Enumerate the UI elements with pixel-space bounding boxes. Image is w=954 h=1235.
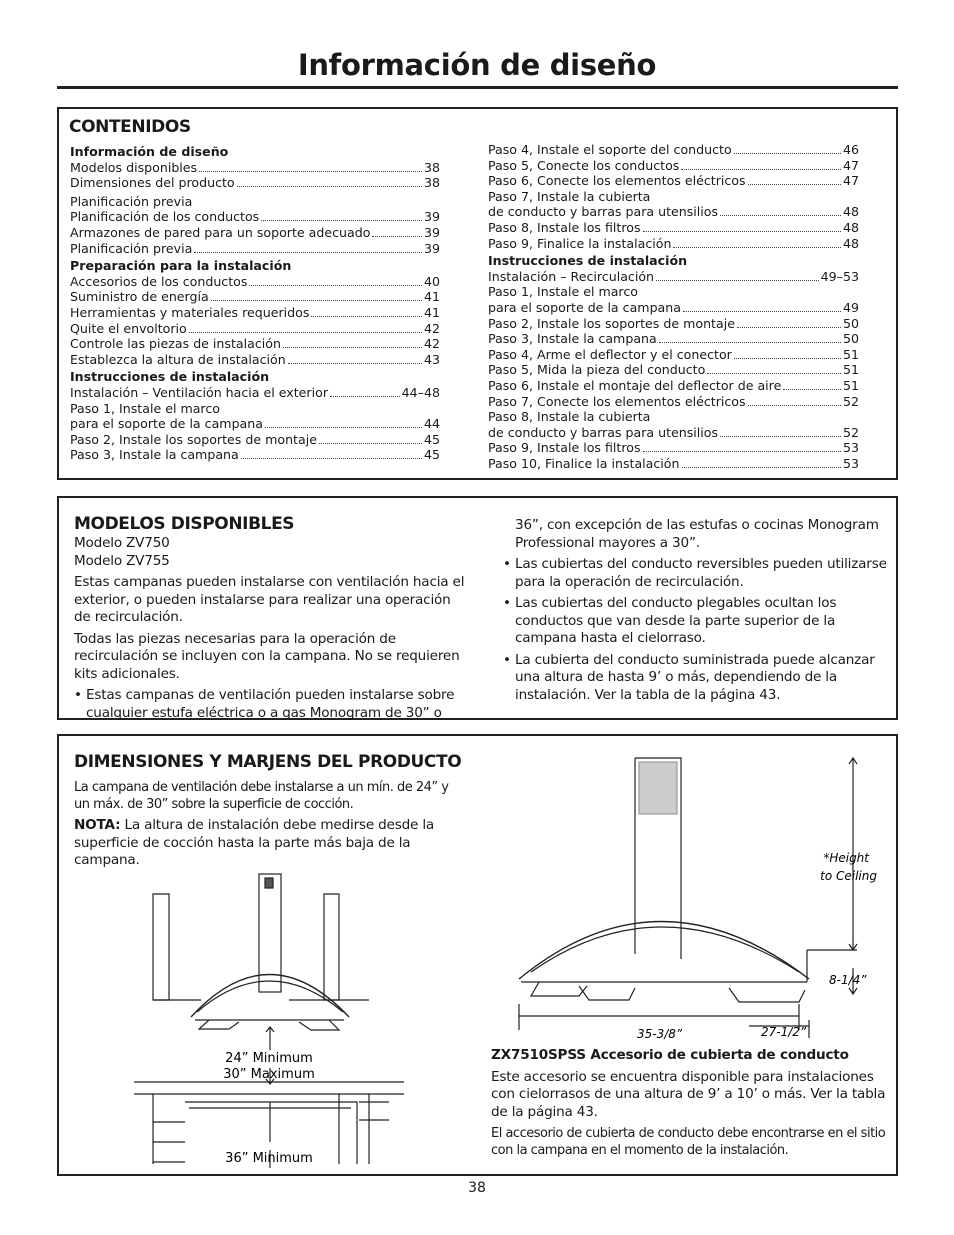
toc-leader-dots — [265, 427, 422, 428]
models-bullet-1: • Estas campanas de ventilación pueden instalarse sobre cualquier estufa eléctrica o a gas Monogram de 30” o — [74, 687, 455, 721]
toc-leader-dots — [683, 311, 841, 312]
toc-entry-page: 40 — [423, 273, 440, 289]
toc-leader-dots — [237, 186, 422, 187]
toc-leader-dots — [734, 153, 841, 154]
toc-entry — [488, 347, 859, 363]
toc-leader-dots — [656, 280, 819, 281]
toc-entry-page: 42 — [423, 320, 440, 336]
toc-entry-page: 44–48 — [401, 384, 440, 400]
toc-entry — [70, 321, 440, 337]
toc-entry-title: Paso 9, Instale los filtros — [488, 440, 641, 456]
title-rule — [57, 86, 898, 89]
toc-entry — [70, 175, 440, 191]
toc-entry-title: Paso 6, Conecte los elementos eléctricos — [488, 173, 746, 189]
hood-dimensions-diagram — [509, 754, 889, 1044]
toc-entry-page: 46 — [842, 142, 859, 157]
toc-entry — [488, 425, 859, 441]
toc-section-heading: Preparación para la instalación — [70, 258, 292, 274]
toc-leader-dots — [241, 458, 422, 459]
dimensions-note — [74, 817, 454, 870]
toc-entry — [70, 241, 440, 257]
dim-35-3-8-label: 35-3/8” — [637, 1027, 683, 1041]
toc-leader-dots — [734, 358, 841, 359]
toc-entry-title: Paso 2, Instale los soportes de montaje — [70, 431, 317, 447]
toc-right-column — [488, 142, 859, 471]
toc-entry-title: Controle las piezas de instalación — [70, 336, 281, 352]
toc-leader-dots — [681, 169, 841, 170]
dim-27-1-2-label: 27-1/2” — [761, 1025, 807, 1039]
toc-entry-title: Paso 2, Instale los soportes de montaje — [488, 315, 735, 331]
toc-entry-page: 53 — [842, 440, 859, 456]
toc-entry-page: 51 — [842, 377, 859, 393]
toc-leader-dots — [720, 436, 841, 437]
dimensions-paragraph: La campana de ventilación debe instalarse a un mín. de 24” y un máx. de 30” sobre la superficie de cocción. — [74, 780, 449, 812]
toc-entry-page: 38 — [423, 175, 440, 191]
toc-entry-page: 49–53 — [820, 268, 859, 284]
toc-entry-title: Instalación – Ventilación hacia el exterior — [70, 384, 328, 400]
toc-entry-page: 45 — [423, 431, 440, 447]
toc-entry — [488, 158, 859, 174]
toc-entry — [488, 204, 859, 220]
toc-entry-page: 39 — [423, 209, 440, 225]
toc-entry — [488, 142, 859, 158]
toc-section-heading: Información de diseño — [70, 144, 229, 159]
toc-entry-title: Quite el envoltorio — [70, 320, 187, 336]
toc-entry-title: Paso 7, Conecte los elementos eléctricos — [488, 393, 746, 409]
toc-leader-dots — [372, 236, 422, 237]
accessory-paragraph-2: El accesorio de cubierta de conducto debe encontrarse en el sitio con la campana en el momento de la instalación. — [491, 1126, 886, 1158]
hood-installation-diagram — [129, 872, 409, 1172]
models-paragraph-1: Estas campanas pueden instalarse con ventilación hacia el exterior, o pueden instalarse para realizar una operación de recirculación. — [74, 574, 465, 625]
model-zv755: Modelo ZV755 — [74, 552, 170, 569]
toc-entry-text: Planificación previa — [70, 193, 193, 209]
toc-leader-dots — [673, 247, 840, 248]
toc-entry — [488, 394, 859, 410]
toc-leader-dots — [288, 363, 422, 364]
toc-entry-title: Establezca la altura de instalación — [70, 351, 286, 367]
toc-section-heading: Instrucciones de instalación — [488, 253, 688, 269]
models-bullet-2: • Las cubiertas del conducto reversibles pueden utilizarse para la operación de recirculación. — [503, 556, 887, 590]
dimensions-text — [74, 779, 454, 874]
toc-section-heading: Instrucciones de instalación — [70, 369, 270, 385]
toc-leader-dots — [189, 332, 422, 333]
toc-leader-dots — [211, 300, 422, 301]
toc-leader-dots — [707, 373, 841, 374]
toc-entry-text: Paso 8, Instale la cubierta — [488, 409, 651, 425]
models-bullet-3: • Las cubiertas del conducto plegables ocultan los conductos que van desde la parte superior de la campana hasta el cielorraso. — [503, 595, 837, 646]
toc-entry-title: para el soporte de la campana — [70, 416, 263, 432]
toc-entry-title: Paso 4, Arme el deflector y el conector — [488, 346, 732, 362]
toc-leader-dots — [199, 171, 422, 172]
toc-entry-text: Paso 1, Instale el marco — [488, 284, 638, 300]
toc-entry-page: 38 — [423, 159, 440, 175]
toc-entry — [70, 447, 440, 463]
toc-entry — [488, 316, 859, 332]
toc-entry-title: Modelos disponibles — [70, 159, 198, 175]
toc-leader-dots — [643, 231, 841, 232]
contents-heading: CONTENIDOS — [69, 117, 191, 137]
toc-entry-title: Planificación previa — [70, 240, 193, 256]
toc-entry-page: 48 — [842, 204, 859, 220]
toc-entry-page: 52 — [842, 393, 859, 409]
page-title: Información de diseño — [297, 48, 657, 82]
toc-entry-title: Paso 5, Conecte los conductos — [488, 157, 680, 173]
toc-entry — [70, 289, 440, 305]
toc-entry-title: Suministro de energía — [70, 289, 209, 305]
toc-entry-page: 47 — [842, 173, 859, 189]
toc-leader-dots — [720, 215, 841, 216]
toc-entry-page: 39 — [423, 224, 440, 240]
toc-entry — [488, 220, 859, 236]
toc-left-column — [70, 142, 440, 463]
toc-entry-title: Armazones de pared para un soporte adecuado — [70, 224, 371, 240]
toc-leader-dots — [249, 285, 422, 286]
models-right-column — [503, 517, 893, 708]
height-to-ceiling-label-2: to Ceiling — [820, 869, 877, 883]
toc-entry — [488, 236, 859, 252]
toc-entry — [488, 269, 859, 285]
toc-entry — [70, 432, 440, 448]
toc-leader-dots — [261, 220, 422, 221]
toc-entry-title: Paso 3, Instale la campana — [70, 447, 239, 463]
toc-entry-title: Paso 10, Finalice la instalación — [488, 455, 680, 471]
toc-entry-page: 39 — [423, 240, 440, 256]
accessory-section — [491, 1047, 896, 1163]
toc-leader-dots — [319, 443, 422, 444]
dim-8-1-4-label: 8-1/4” — [829, 973, 867, 987]
toc-entry-page: 45 — [423, 447, 440, 463]
toc-entry — [70, 336, 440, 352]
toc-entry-page: 41 — [423, 304, 440, 320]
min-height-label: 24” Minimum — [225, 1051, 313, 1066]
toc-leader-dots — [748, 405, 841, 406]
toc-entry-title: Paso 6, Instale el montaje del deflector de aire — [488, 377, 782, 393]
toc-entry-page: 47 — [842, 157, 859, 173]
toc-entry — [488, 173, 859, 189]
toc-entry-text: Paso 7, Instale la cubierta — [488, 188, 651, 204]
accessory-title: ZX7510SPSS Accesorio de cubierta de conducto — [491, 1047, 849, 1063]
toc-entry-page: 50 — [842, 315, 859, 331]
toc-entry-title: para el soporte de la campana — [488, 299, 681, 315]
toc-leader-dots — [330, 396, 400, 397]
toc-entry-page: 51 — [842, 346, 859, 362]
toc-entry-title: de conducto y barras para utensilios — [488, 204, 719, 220]
toc-entry — [488, 300, 859, 316]
toc-leader-dots — [194, 252, 422, 253]
toc-entry-title: Accesorios de los conductos — [70, 273, 248, 289]
toc-entry — [70, 352, 440, 368]
toc-entry-page: 41 — [423, 289, 440, 305]
toc-leader-dots — [783, 389, 841, 390]
toc-entry-page: 44 — [423, 416, 440, 432]
toc-entry-page: 50 — [842, 331, 859, 347]
models-paragraph-2: Todas las piezas necesarias para la operación de recirculación se incluyen con la campana. No se requieren kits adicionales. — [74, 630, 460, 682]
toc-entry-title: Paso 3, Instale la campana — [488, 331, 657, 347]
toc-leader-dots — [737, 327, 841, 328]
toc-entry — [70, 416, 440, 432]
models-box — [57, 496, 898, 720]
toc-entry-title: Paso 8, Instale los filtros — [488, 219, 641, 235]
models-left-column — [74, 535, 469, 726]
toc-leader-dots — [283, 347, 422, 348]
model-zv750: Modelo ZV750 — [74, 535, 170, 551]
toc-entry-page: 43 — [423, 351, 440, 367]
accessory-paragraph-1: Este accesorio se encuentra disponible para instalaciones con cielorrasos de una altura de 9’ a 10’ o más. Ver la tabla de la página 43. — [491, 1068, 886, 1120]
models-heading: MODELOS DISPONIBLES — [74, 514, 295, 534]
toc-entry-title: Paso 9, Finalice la instalación — [488, 235, 672, 251]
toc-leader-dots — [311, 316, 422, 317]
toc-leader-dots — [748, 184, 841, 185]
toc-leader-dots — [682, 467, 841, 468]
toc-leader-dots — [659, 342, 841, 343]
width-label: 36” Minimum — [225, 1151, 313, 1166]
note-label: NOTA: — [74, 817, 121, 833]
toc-entry — [70, 305, 440, 321]
toc-entry-title: Instalación – Recirculación — [488, 268, 655, 284]
toc-entry-page: 48 — [842, 219, 859, 235]
toc-entry — [488, 456, 859, 472]
toc-entry-title: Dimensiones del producto — [70, 175, 235, 191]
dimensions-box — [57, 734, 898, 1176]
dimensions-heading: DIMENSIONES Y MARJENS DEL PRODUCTO — [74, 752, 462, 772]
models-bullet-4: • La cubierta del conducto suministrada puede alcanzar una altura de hasta 9’ o más, dependiendo de la instalación. Ver la tabla de la página 43. — [503, 651, 875, 703]
toc-entry-page: 52 — [842, 424, 859, 440]
toc-entry-title: Herramientas y materiales requeridos — [70, 304, 310, 320]
page-number: 38 — [468, 1180, 486, 1196]
toc-entry — [488, 440, 859, 456]
toc-entry — [70, 225, 440, 241]
max-height-label: 30” Maximum — [223, 1067, 315, 1082]
toc-entry-title: Planificación de los conductos — [70, 209, 260, 225]
toc-entry-page: 53 — [842, 455, 859, 471]
toc-entry-page: 42 — [423, 336, 440, 352]
toc-entry-title: Paso 4, Instale el soporte del conducto — [488, 142, 732, 157]
toc-entry — [70, 160, 440, 176]
toc-entry — [70, 209, 440, 225]
note-text: La altura de instalación debe medirse desde la superficie de cocción hasta la parte más baja de la campana. — [74, 817, 435, 868]
toc-entry — [488, 378, 859, 394]
toc-entry — [488, 362, 859, 378]
toc-entry-title: de conducto y barras para utensilios — [488, 424, 719, 440]
toc-entry — [70, 385, 440, 401]
toc-entry-title: Paso 5, Mida la pieza del conducto — [488, 362, 706, 378]
toc-entry-page: 49 — [842, 299, 859, 315]
toc-entry — [70, 274, 440, 290]
toc-entry-page: 48 — [842, 235, 859, 251]
toc-leader-dots — [643, 451, 841, 452]
contents-box — [57, 107, 898, 480]
toc-entry-page: 51 — [842, 362, 859, 378]
models-bullet-1-continued: 36”, con excepción de las estufas o cocinas Monogram Professional mayores a 30”. — [515, 517, 879, 551]
height-to-ceiling-label-1: *Height — [823, 851, 869, 865]
toc-entry-text: Paso 1, Instale el marco — [70, 400, 220, 416]
toc-entry — [488, 331, 859, 347]
